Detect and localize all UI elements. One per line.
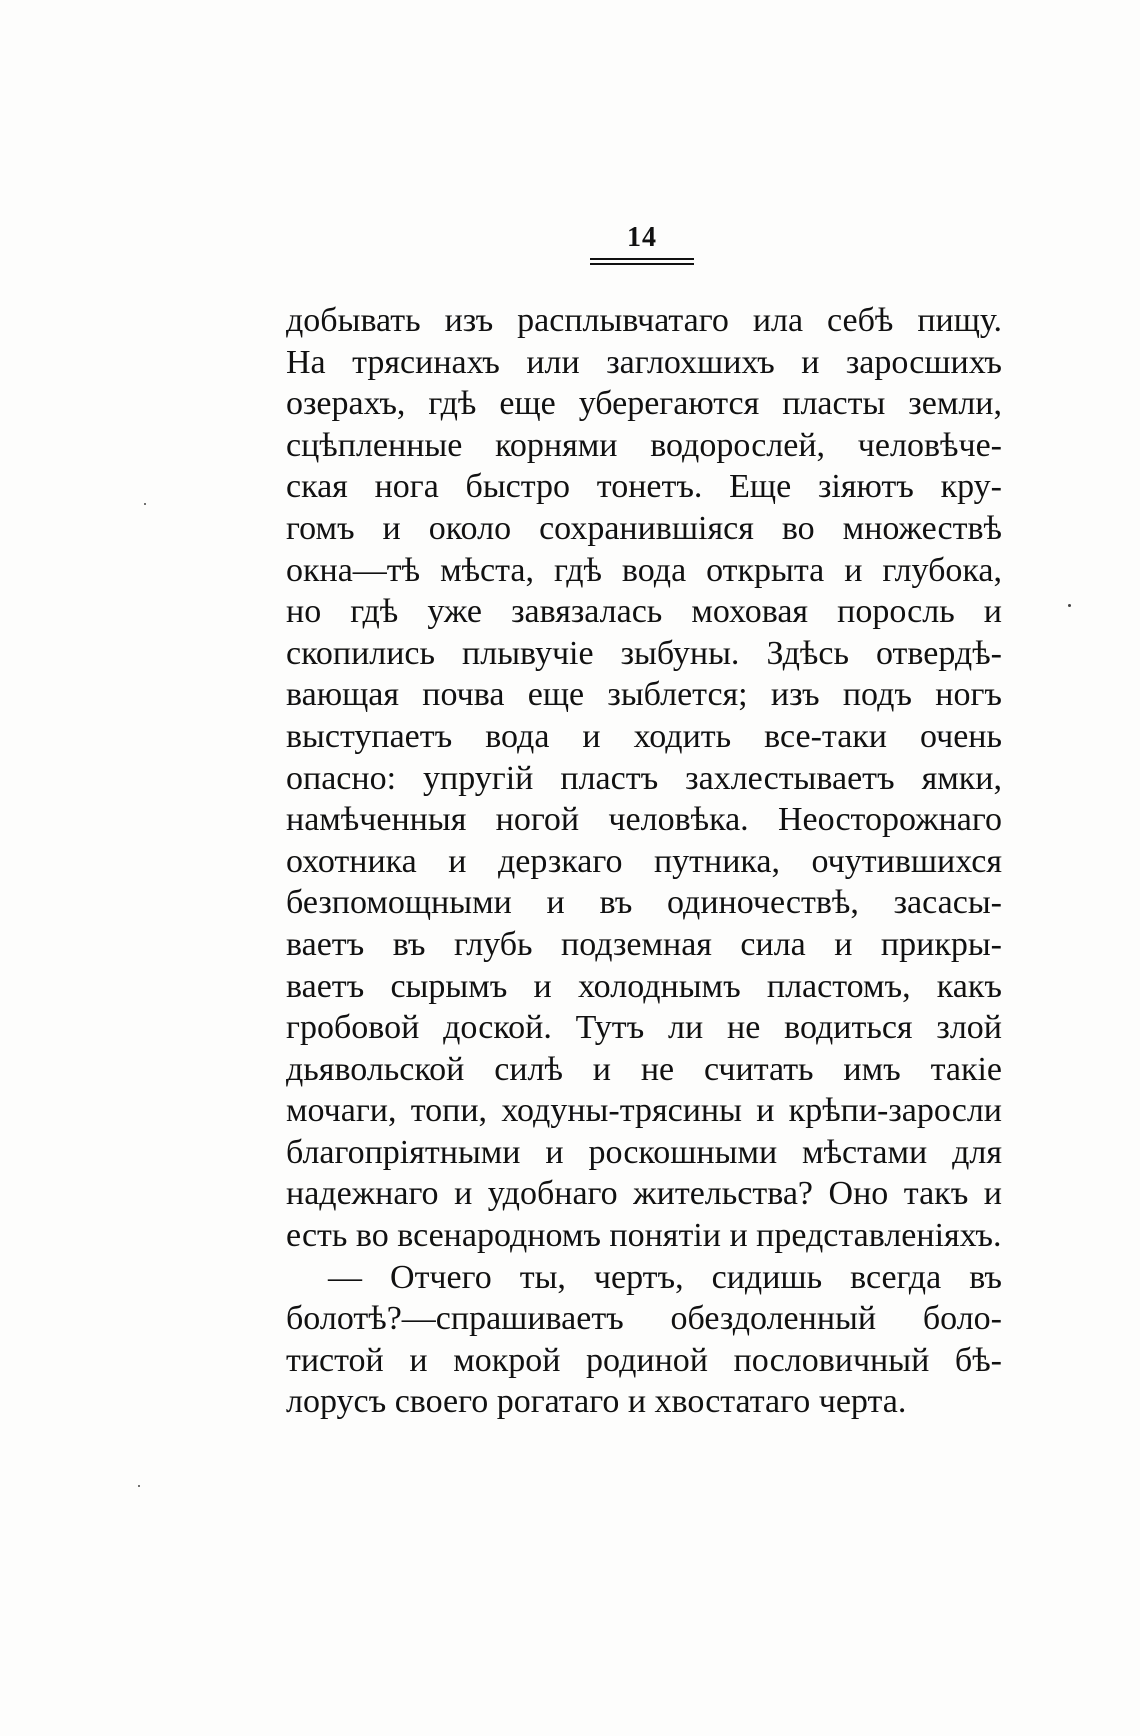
text-line: сцѣпленные корнями водорослей, человѣче- <box>286 426 1002 464</box>
text-line: намѣченныя ногой человѣка. Неосторожнаго <box>286 801 1002 839</box>
text-line: озерахъ, гдѣ еще уберегаются пласты земли, <box>286 385 1002 423</box>
text-line: гомъ и около сохранившіяся во множествѣ <box>286 509 1002 547</box>
text-line: дьявольской силѣ и не считать имъ такіе <box>286 1050 1002 1088</box>
text-line: — Отчего ты, чертъ, сидишь всегда въ <box>328 1258 1002 1296</box>
text-line: но гдѣ уже завязалась моховая поросль и <box>286 593 1002 631</box>
text-line: ваетъ въ глубь подземная сила и прикры- <box>286 925 1002 963</box>
scan-speck <box>1068 604 1071 607</box>
text-line: болотѣ?—спрашиваетъ обездоленный боло- <box>286 1300 1002 1338</box>
text-line: скопились плывучіе зыбуны. Здѣсь отвердѣ- <box>286 634 1002 672</box>
header-double-rule <box>590 258 694 265</box>
page-header <box>590 222 694 265</box>
scan-speck <box>138 1485 140 1487</box>
text-line: ваетъ сырымъ и холоднымъ пластомъ, какъ <box>286 967 1002 1005</box>
text-line: охотника и дерзкаго путника, очутившихся <box>286 842 1002 880</box>
text-line: опасно: упругій пластъ захлестываетъ ямки, <box>286 759 1002 797</box>
scan-speck <box>144 503 146 505</box>
text-line: тистой и мокрой родиной пословичный бѣ- <box>286 1341 1002 1379</box>
text-line: безпомощными и въ одиночествѣ, засасы- <box>286 884 1002 922</box>
text-line: гробовой доской. Тутъ ли не водиться злой <box>286 1009 1002 1047</box>
text-line: надежнаго и удобнаго жительства? Оно такъ и <box>286 1175 1002 1213</box>
text-line: ская нога быстро тонетъ. Еще зіяютъ кру- <box>286 468 1002 506</box>
text-line: вающая почва еще зыблется; изъ подъ ногъ <box>286 676 1002 714</box>
text-line: окна—тѣ мѣста, гдѣ вода открыта и глубока, <box>286 551 1002 589</box>
page-number: 14 <box>627 222 657 253</box>
text-line: есть во всенародномъ понятіи и представленіяхъ. <box>286 1217 1002 1255</box>
text-line: лорусъ своего рогатаго и хвостатаго черта. <box>286 1383 907 1421</box>
body-text <box>286 300 1002 1423</box>
text-line: На трясинахъ или заглохшихъ и заросшихъ <box>286 343 1002 381</box>
text-line: выступаетъ вода и ходить все-таки очень <box>286 717 1002 755</box>
text-line: благопріятными и роскошными мѣстами для <box>286 1133 1002 1171</box>
text-line: добывать изъ расплывчатаго ила себѣ пищу. <box>286 302 1002 339</box>
text-line: мочаги, топи, ходуны-трясины и крѣпи-заросли <box>286 1092 1002 1130</box>
